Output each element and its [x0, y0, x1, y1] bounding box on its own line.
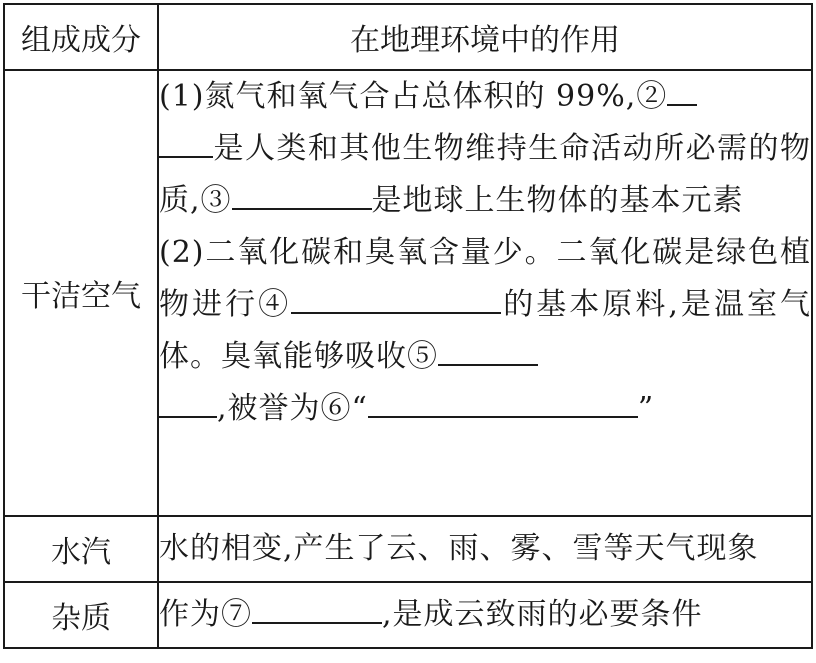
header-composition: 组成成分 — [4, 4, 158, 70]
dry-air-text-4: (2)二氧化碳和臭氧含量少。二氧化碳是绿色植物进行 — [159, 235, 811, 322]
header-row — [4, 4, 812, 70]
atmosphere-composition-table — [3, 3, 813, 649]
row-name-impurities: 杂质 — [4, 582, 158, 648]
blank-marker-2: ② — [636, 79, 668, 114]
dry-air-description — [158, 70, 812, 516]
impurities-text-2: ,是成云致雨的必要条件 — [382, 597, 703, 632]
quote-close: ” — [637, 391, 655, 426]
fill-blank-6[interactable] — [368, 386, 638, 418]
header-role: 在地理环境中的作用 — [158, 4, 812, 70]
fill-blank-7[interactable] — [252, 592, 382, 624]
row-name-dry-air: 干洁空气 — [4, 70, 158, 516]
dry-air-text-3: 是地球上生物体的基本元素 — [371, 183, 744, 218]
table-row-impurities — [4, 582, 812, 648]
dry-air-text-2: 是人类和其他生物维持生命活动所必需的物质, — [159, 131, 811, 218]
quote-open: “ — [351, 391, 368, 426]
fill-blank-4[interactable] — [291, 282, 501, 314]
row-name-water-vapor: 水汽 — [4, 516, 158, 582]
blank-marker-4: ④ — [258, 287, 292, 322]
water-vapor-description: 水的相变,产生了云、雨、雾、雪等天气现象 — [158, 516, 812, 582]
impurities-text-1: 作为 — [159, 597, 221, 632]
fill-blank-2b[interactable] — [159, 126, 213, 158]
impurities-description — [158, 582, 812, 648]
blank-marker-6: ⑥ — [320, 391, 352, 426]
blank-marker-7: ⑦ — [221, 597, 252, 632]
blank-marker-3: ③ — [200, 183, 232, 218]
dry-air-text-5: 的基本原料,是温室气体。臭氧能够吸收 — [159, 287, 812, 374]
table-row-dry-air — [4, 70, 812, 516]
fill-blank-5b[interactable] — [159, 386, 217, 418]
blank-marker-5: ⑤ — [407, 339, 438, 374]
fill-blank-5a[interactable] — [438, 334, 538, 366]
fill-blank-2a[interactable] — [667, 74, 697, 106]
table-row-water-vapor — [4, 516, 812, 582]
dry-air-text-6: ,被誉为 — [217, 391, 321, 426]
dry-air-text-1: (1)氮气和氧气合占总体积的 99%, — [159, 79, 637, 114]
fill-blank-3[interactable] — [232, 178, 372, 210]
